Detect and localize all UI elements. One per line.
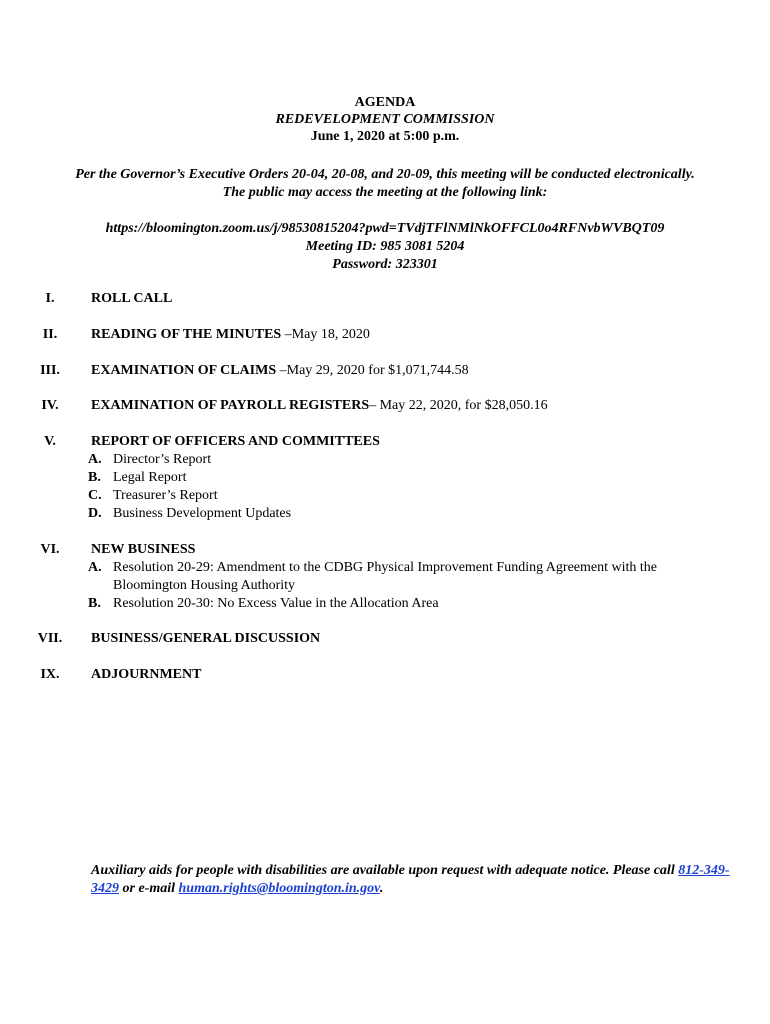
notice-text-end: .	[379, 881, 384, 896]
item-number: III.	[40, 363, 60, 378]
sub-item-directors-report	[88, 451, 731, 469]
sub-item-text: Director’s Report	[113, 452, 212, 467]
item-number: I.	[45, 291, 55, 306]
sub-item-letter: B.	[88, 596, 101, 611]
notice-text: Auxiliary aids for people with disabilities are available upon request with adequate notice. Please call	[91, 863, 679, 878]
item-number: IX.	[40, 667, 60, 682]
sub-item-letter: B.	[88, 470, 101, 485]
item-title: REPORT OF OFFICERS AND COMMITTEES	[91, 434, 380, 449]
item-title: EXAMINATION OF PAYROLL REGISTERS	[91, 398, 370, 413]
item-title: READING OF THE MINUTES	[91, 327, 282, 342]
item-detail: –May 29, 2020 for $1,071,744.58	[276, 363, 469, 378]
phone-link[interactable]: 812-349-3429	[91, 863, 730, 896]
sub-item-treasurers-report	[88, 487, 731, 505]
accessibility-notice	[91, 862, 731, 898]
item-title: ADJOURNMENT	[91, 667, 202, 682]
item-title: EXAMINATION OF CLAIMS	[91, 363, 277, 378]
meeting-id: Meeting ID: 985 3081 5204	[305, 239, 465, 254]
sub-item-letter: D.	[88, 506, 102, 521]
item-detail: –May 18, 2020	[281, 327, 370, 342]
commission-name: REDEVELOPMENT COMMISSION	[275, 112, 495, 127]
sub-item-letter: C.	[88, 488, 102, 503]
sub-item-text: Treasurer’s Report	[113, 488, 218, 503]
meeting-datetime: June 1, 2020 at 5:00 p.m.	[310, 129, 460, 144]
item-number: VII.	[37, 631, 63, 646]
sub-item-resolution-20-30	[88, 595, 731, 613]
sub-item-letter: A.	[88, 560, 102, 575]
item-number: V.	[44, 434, 56, 449]
item-number: VI.	[40, 542, 60, 557]
notice-text-mid: or e-mail	[119, 881, 179, 896]
notice-line-1: Per the Governor’s Executive Orders 20-04, 20-08, and 20-09, this meeting will be conducted electronically.	[75, 167, 695, 182]
agenda-header	[0, 94, 770, 145]
item-title: NEW BUSINESS	[91, 542, 196, 557]
meeting-password: Password: 323301	[332, 257, 438, 272]
sub-item-letter: A.	[88, 452, 102, 467]
sub-item-text: Resolution 20-29: Amendment to the CDBG Physical Improvement Funding Agreement with the Bloomington Housing Authority	[113, 560, 657, 593]
email-link[interactable]: human.rights@bloomington.in.gov	[178, 881, 380, 896]
item-title: ROLL CALL	[91, 291, 173, 306]
item-title: BUSINESS/GENERAL DISCUSSION	[91, 631, 321, 646]
sub-item-business-development	[88, 505, 731, 523]
item-detail: – May 22, 2020, for $28,050.16	[369, 398, 548, 413]
agenda-title: AGENDA	[354, 95, 416, 110]
sub-item-resolution-20-29	[88, 559, 731, 595]
item-number: II.	[42, 327, 58, 342]
notice-line-2: The public may access the meeting at the following link:	[222, 185, 548, 200]
sub-item-legal-report	[88, 469, 731, 487]
sub-item-text: Business Development Updates	[113, 506, 292, 521]
sub-item-text: Legal Report	[113, 470, 187, 485]
meeting-access-info	[0, 220, 770, 274]
sub-item-text: Resolution 20-30: No Excess Value in the Allocation Area	[113, 596, 439, 611]
zoom-link[interactable]: https://bloomington.zoom.us/j/98530815204?pwd=TVdjTFlNMlNkOFFCL0o4RFNvbWVBQT09	[105, 221, 665, 236]
item-number: IV.	[41, 398, 59, 413]
electronic-meeting-notice	[0, 166, 770, 202]
